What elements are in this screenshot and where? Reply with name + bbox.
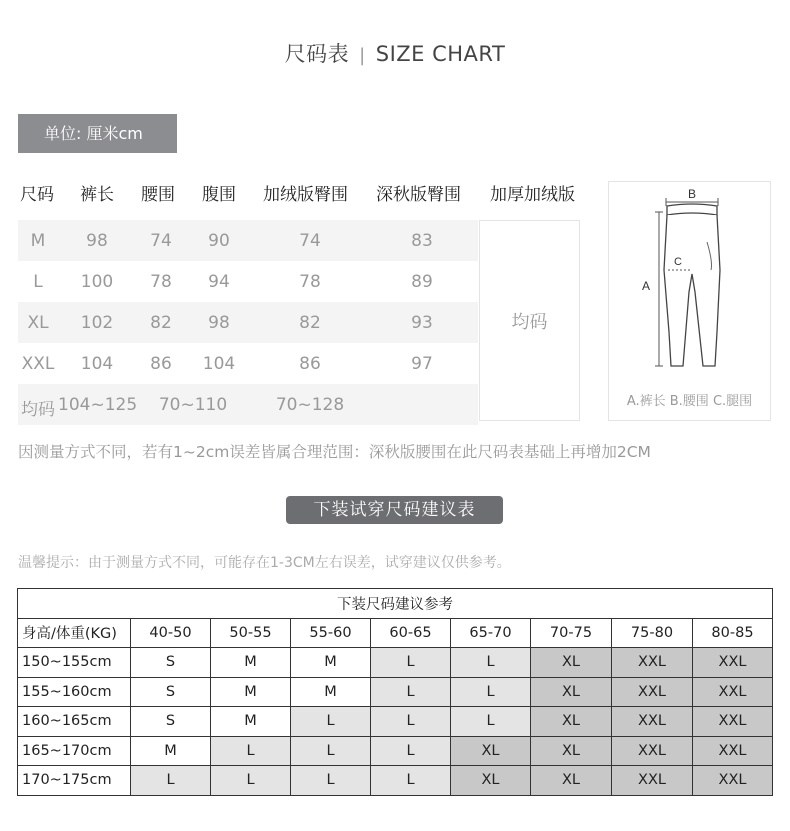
cell-size: M <box>30 231 46 251</box>
size-cell: XL <box>531 736 612 766</box>
header-autumn-hip: 深秋版臀围 <box>376 185 461 205</box>
table-row <box>18 736 773 766</box>
size-cell: M <box>211 707 291 737</box>
cell-fleece-hip: 78 <box>299 272 321 292</box>
cell-autumn-hip: 89 <box>411 272 433 292</box>
cell-one-size-label: 均码 <box>21 400 55 420</box>
size-cell: XXL <box>612 648 693 678</box>
size-cell: XXL <box>693 648 773 678</box>
table-row <box>18 766 773 796</box>
size-cell: M <box>211 677 291 707</box>
row-height: 160~165cm <box>18 707 131 737</box>
row-height: 170~175cm <box>18 766 131 796</box>
pants-outline <box>664 215 720 366</box>
size-cell: L <box>451 707 531 737</box>
size-cell: XL <box>451 736 531 766</box>
cell-size: XXL <box>21 354 55 374</box>
header-weight: 80-85 <box>693 618 773 648</box>
pants-diagram <box>609 182 772 382</box>
cell-size: XL <box>27 313 49 333</box>
cell-length: 100 <box>80 272 114 292</box>
cell-belly: 98 <box>208 313 230 333</box>
header-corner: 身高/体重(KG) <box>18 618 131 648</box>
size-cell: XXL <box>693 766 773 796</box>
size-cell: S <box>131 648 211 678</box>
cell-waist: 78 <box>150 272 172 292</box>
label-a: A <box>641 279 651 293</box>
label-c: C <box>674 256 682 268</box>
cell-length: 98 <box>86 231 108 251</box>
size-cell: XXL <box>693 677 773 707</box>
table-row <box>18 648 773 678</box>
title-zh: 尺码表 <box>284 42 350 66</box>
cell-one-size-length: 104~125 <box>58 395 138 415</box>
table-row <box>18 707 773 737</box>
size-suggestion-table <box>17 588 773 796</box>
label-b: B <box>687 187 697 201</box>
cell-fleece-hip: 74 <box>299 231 321 251</box>
header-waist: 腰围 <box>141 185 175 205</box>
size-cell: XXL <box>612 736 693 766</box>
cell-size: L <box>33 272 43 292</box>
table-header-row <box>18 618 773 648</box>
thick-fleece-value: 均码 <box>511 311 548 333</box>
header-weight: 50-55 <box>211 618 291 648</box>
thick-fleece-one-size <box>479 220 580 421</box>
cell-autumn-hip: 93 <box>411 313 433 333</box>
cell-autumn-hip: 83 <box>411 231 433 251</box>
header-weight: 55-60 <box>291 618 371 648</box>
title-en: SIZE CHART <box>375 42 506 66</box>
row-height: 155~160cm <box>18 677 131 707</box>
size-cell: M <box>131 736 211 766</box>
size-cell: XL <box>451 766 531 796</box>
size-cell: L <box>211 736 291 766</box>
header-weight: 75-80 <box>612 618 693 648</box>
size-cell: S <box>131 677 211 707</box>
size-cell: L <box>451 648 531 678</box>
tip-note: 温馨提示：由于测量方式不同，可能存在1-3CM左右误差，试穿建议仅供参考。 <box>18 555 511 571</box>
size-cell: XL <box>531 648 612 678</box>
size-cell: XL <box>531 766 612 796</box>
size-suggestion-heading: 下装试穿尺码建议表 <box>286 496 503 524</box>
cell-waist: 82 <box>150 313 172 333</box>
size-cell: L <box>371 736 451 766</box>
size-cell: XL <box>531 677 612 707</box>
table-row <box>18 677 773 707</box>
cell-autumn-hip: 97 <box>411 354 433 374</box>
size-cell: L <box>291 736 371 766</box>
size-cell: M <box>291 677 371 707</box>
cell-waist: 74 <box>150 231 172 251</box>
row-height: 165~170cm <box>18 736 131 766</box>
size-cell: L <box>131 766 211 796</box>
row-height: 150~155cm <box>18 648 131 678</box>
size-cell: L <box>371 677 451 707</box>
size-cell: L <box>451 677 531 707</box>
waistband-outline <box>667 204 717 215</box>
cell-one-size-hip: 70~128 <box>275 395 345 415</box>
measurement-note: 因测量方式不同，若有1~2cm误差皆属合理范围：深秋版腰围在此尺码表基础上再增加2CM <box>18 443 651 461</box>
page-title <box>0 38 790 68</box>
size-cell: XXL <box>693 736 773 766</box>
size-cell: XXL <box>612 677 693 707</box>
cell-length: 102 <box>80 313 114 333</box>
header-weight: 65-70 <box>451 618 531 648</box>
header-fleece-hip: 加绒版臀围 <box>263 185 348 205</box>
header-size: 尺码 <box>20 185 54 205</box>
size-cell: L <box>291 766 371 796</box>
header-weight: 70-75 <box>531 618 612 648</box>
cell-fleece-hip: 82 <box>299 313 321 333</box>
cell-belly: 90 <box>208 231 230 251</box>
size-cell: M <box>211 648 291 678</box>
size-cell: L <box>371 766 451 796</box>
size-cell: L <box>371 707 451 737</box>
size-cell: XXL <box>612 707 693 737</box>
size-cell: M <box>291 648 371 678</box>
header-weight: 40-50 <box>131 618 211 648</box>
header-thick-fleece: 加厚加绒版 <box>490 185 575 205</box>
cell-fleece-hip: 86 <box>299 354 321 374</box>
title-separator: | <box>359 45 366 66</box>
header-length: 裤长 <box>80 185 114 205</box>
header-weight: 60-65 <box>371 618 451 648</box>
cell-length: 104 <box>80 354 114 374</box>
size-cell: XXL <box>612 766 693 796</box>
cell-waist: 86 <box>150 354 172 374</box>
unit-label: 单位: 厘米cm <box>18 114 177 153</box>
cell-belly: 104 <box>202 354 236 374</box>
size-cell: S <box>131 707 211 737</box>
size-cell: XXL <box>693 707 773 737</box>
pants-diagram-box <box>608 181 771 421</box>
size-cell: L <box>291 707 371 737</box>
size-cell: L <box>211 766 291 796</box>
size-cell: XL <box>531 707 612 737</box>
header-belly: 腹围 <box>202 185 236 205</box>
cell-one-size-waist: 70~110 <box>158 395 228 415</box>
diagram-caption: A.裤长 B.腰围 C.腿围 <box>626 394 753 409</box>
cell-belly: 94 <box>208 272 230 292</box>
size-cell: L <box>371 648 451 678</box>
table-caption: 下装尺码建议参考 <box>18 589 773 619</box>
